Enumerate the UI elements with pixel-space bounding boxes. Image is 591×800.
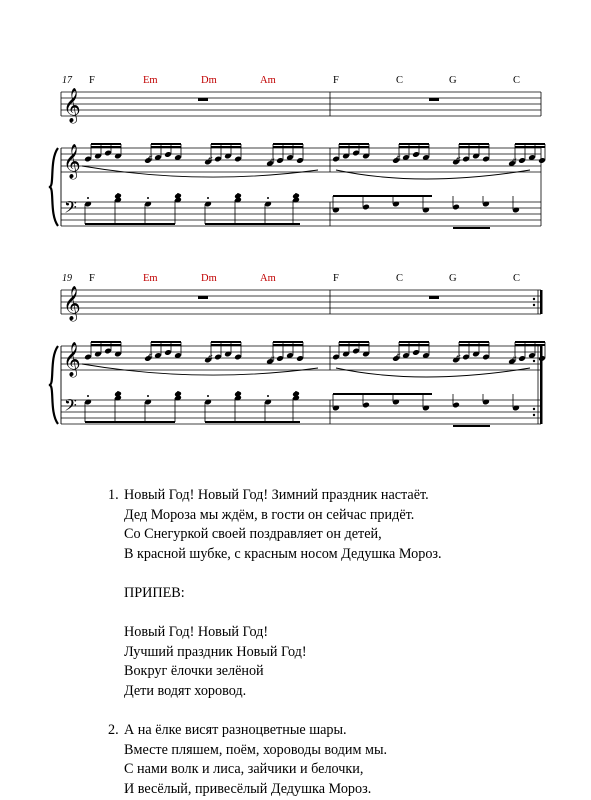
chorus-line: Новый Год! Новый Год! (124, 624, 269, 641)
bass-clef-icon: 𝄢 (64, 397, 77, 419)
repeat-dot (533, 360, 535, 362)
staccato-dot (147, 197, 149, 199)
chord-symbol: F (333, 273, 339, 284)
verse-2-line: С нами волк и лиса, зайчики и белочки, (124, 761, 364, 778)
staccato-dot (207, 395, 209, 397)
chord-symbol: C (513, 273, 521, 284)
chorus-line: Лучший праздник Новый Год! (124, 643, 307, 660)
chord-symbol: F (89, 273, 95, 284)
slur (336, 368, 530, 377)
chorus-line: Дети водят хоровод. (124, 682, 247, 699)
chord-symbol: Em (143, 273, 158, 284)
chord-symbol: C (396, 273, 404, 284)
sharp-icon: ♯ (148, 153, 153, 163)
sharp-icon: ♯ (270, 354, 275, 364)
repeat-dot (533, 304, 535, 306)
chorus-line: Вокруг ёлочки зелёной (124, 663, 264, 680)
chord-symbol: Dm (201, 273, 217, 284)
sharp-icon: ♯ (270, 156, 275, 166)
sharp-icon: ♯ (512, 156, 517, 166)
final-barline-thick (540, 290, 543, 314)
measure-number: 19 (62, 273, 72, 284)
whole-rest-icon (429, 98, 439, 101)
staccato-dot (177, 193, 179, 195)
sharp-icon: ♯ (512, 354, 517, 364)
whole-rest-icon (429, 296, 439, 299)
staccato-dot (177, 391, 179, 393)
verse-1-line: Новый Год! Новый Год! Зимний праздник настаёт. (124, 487, 429, 503)
verse-2-line: Вместе пляшем, поём, хороводы водим мы. (124, 741, 388, 758)
staccato-dot (295, 193, 297, 195)
sharp-icon: ♯ (456, 352, 461, 363)
chord-symbol: G (449, 273, 457, 284)
treble-clef-icon: 𝄞 (63, 89, 81, 122)
treble-clef-icon: 𝄞 (63, 343, 81, 376)
slur (82, 364, 318, 375)
verse-2-line: И весёлый, привесёлый Дедушка Мороз. (124, 780, 372, 797)
brace-icon (49, 148, 58, 226)
sharp-icon: ♯ (396, 351, 401, 361)
staccato-dot (87, 395, 89, 397)
verse-1 (108, 486, 548, 564)
staccato-dot (295, 391, 297, 393)
chord-symbol: Dm (201, 75, 217, 86)
score-system (49, 75, 546, 228)
staccato-dot (267, 197, 269, 199)
staccato-dot (207, 197, 209, 199)
chord-symbol: Am (260, 273, 276, 284)
slur (336, 170, 530, 179)
chord-symbol: C (513, 75, 521, 86)
verse-1-line: Со Снегуркой своей поздравляет он детей, (124, 526, 382, 543)
repeat-dot (533, 298, 535, 300)
score-system (49, 273, 546, 426)
lyrics-block (108, 486, 548, 800)
repeat-dot (533, 408, 535, 410)
sharp-icon: ♯ (456, 154, 461, 165)
brace-icon (49, 346, 58, 424)
slur (82, 166, 318, 177)
chord-symbol: Am (260, 75, 276, 86)
verse-2 (108, 721, 548, 799)
staccato-dot (117, 193, 119, 195)
repeat-dot (533, 414, 535, 416)
staccato-dot (147, 395, 149, 397)
chorus (124, 623, 548, 701)
staccato-dot (117, 391, 119, 393)
bass-clef-icon: 𝄢 (64, 199, 77, 221)
sharp-icon: ♯ (208, 154, 213, 165)
chorus-label: ПРИПЕВ: (124, 584, 185, 601)
treble-clef-icon: 𝄞 (63, 145, 81, 178)
whole-rest-icon (198, 296, 208, 299)
verse-1-line: Дед Мороза мы ждём, в гости он сейчас придёт. (124, 506, 415, 523)
verse-1-number: 1. (108, 487, 119, 503)
sharp-icon: ♯ (208, 352, 213, 363)
staccato-dot (237, 391, 239, 393)
chord-symbol: Em (143, 75, 158, 86)
chord-symbol: F (333, 75, 339, 86)
staccato-dot (87, 197, 89, 199)
sharp-icon: ♯ (148, 351, 153, 361)
verse-2-line: А на ёлке висят разноцветные шары. (124, 722, 347, 739)
sharp-icon: ♯ (396, 153, 401, 163)
chord-symbol: G (449, 75, 457, 86)
staccato-dot (267, 395, 269, 397)
whole-rest-icon (198, 98, 208, 101)
verse-2-number: 2. (108, 722, 119, 739)
treble-clef-icon: 𝄞 (63, 287, 81, 320)
chord-symbol: F (89, 75, 95, 86)
chord-symbol: C (396, 75, 404, 86)
verse-1-line: В красной шубке, с красным носом Дедушка Мороз. (124, 545, 442, 562)
measure-number: 17 (62, 75, 72, 86)
staccato-dot (237, 193, 239, 195)
